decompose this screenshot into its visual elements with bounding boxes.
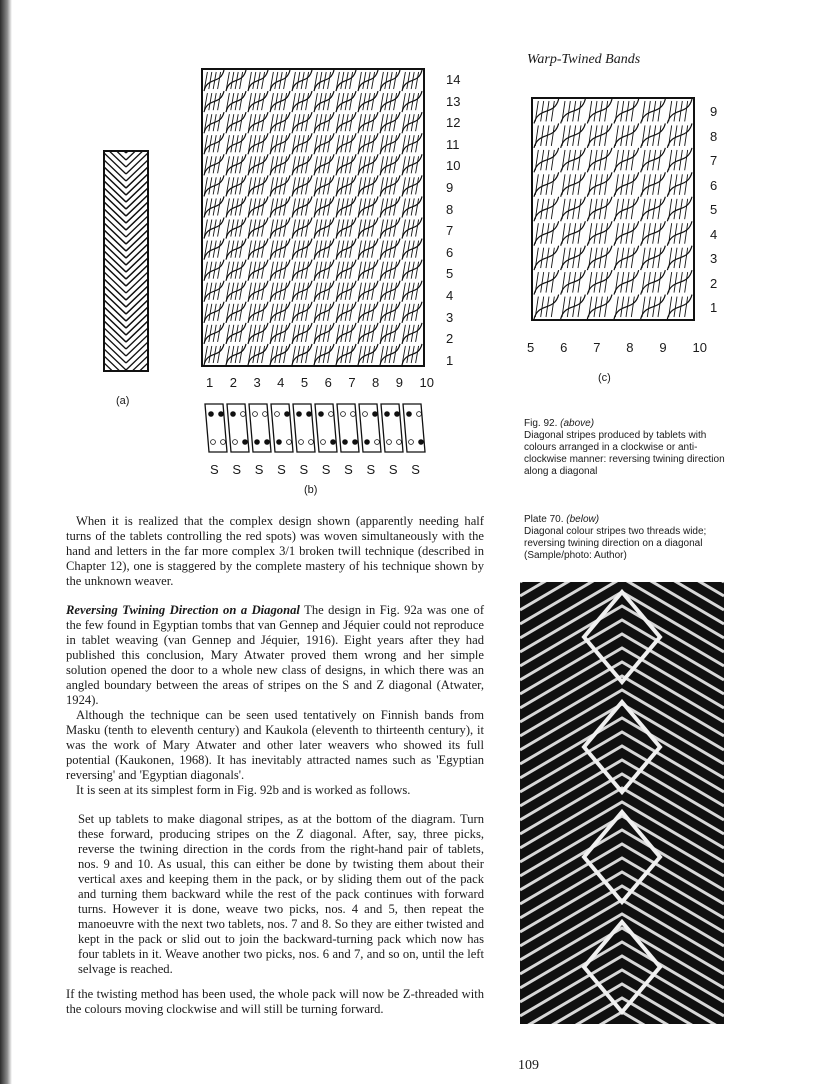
- tablet-number: 2: [229, 375, 237, 390]
- woven-stripe: [520, 662, 724, 722]
- woven-stripe: [520, 942, 724, 1002]
- hole-light: [363, 412, 368, 417]
- page-edge-shadow: [0, 0, 12, 1084]
- hole-dark: [255, 440, 260, 445]
- tablet-number: 5: [300, 375, 309, 390]
- row-number: 4: [710, 226, 718, 242]
- row-number: 5: [446, 266, 454, 282]
- threading-letter: S: [299, 462, 309, 477]
- woven-stripe: [520, 816, 724, 876]
- page-number: 109: [518, 1058, 539, 1073]
- hole-dark: [265, 440, 270, 445]
- hole-dark: [277, 440, 282, 445]
- section-heading: Reversing Twining Direction on a Diagonal: [66, 603, 300, 617]
- hole-light: [241, 412, 246, 417]
- hole-light: [321, 440, 326, 445]
- tablet-card: [271, 404, 293, 452]
- row-number: 7: [446, 223, 454, 239]
- figure-c-band: [528, 94, 700, 324]
- hole-dark: [319, 412, 324, 417]
- figure-92-caption: [524, 418, 734, 478]
- woven-stripe: [520, 844, 724, 904]
- hole-light: [299, 440, 304, 445]
- row-number: 13: [446, 93, 461, 109]
- row-number: 3: [446, 309, 454, 325]
- hole-light: [375, 440, 380, 445]
- hole-dark: [285, 412, 290, 417]
- figure-a-label: (a): [116, 395, 130, 407]
- tablet-card: [359, 404, 381, 452]
- paragraph-4: It is seen at its simplest form in Fig. 92b and is worked as follows.: [76, 783, 411, 797]
- tablet-number: 5: [527, 340, 535, 355]
- threading-letter: S: [411, 462, 420, 477]
- hole-light: [221, 440, 226, 445]
- hole-light: [341, 412, 346, 417]
- woven-stripe: [520, 582, 724, 624]
- tablet-number: 1: [206, 375, 214, 390]
- hole-dark: [385, 412, 390, 417]
- hole-dark: [419, 440, 424, 445]
- row-number: 2: [446, 331, 454, 347]
- tablet-card: [337, 404, 359, 452]
- figure-a-diagram: [103, 150, 149, 372]
- woven-stripe: [520, 956, 724, 1016]
- tablet-number: 6: [560, 340, 568, 355]
- plate-70-photo: [520, 582, 724, 1024]
- row-number: 8: [446, 201, 454, 217]
- tablet-number: 8: [372, 375, 380, 390]
- hole-light: [287, 440, 292, 445]
- threading-letter: S: [321, 462, 331, 477]
- tablet-card: [205, 404, 227, 452]
- woven-stripe: [520, 928, 724, 988]
- woven-stripe: [520, 858, 724, 918]
- hole-dark: [209, 412, 214, 417]
- row-number: 7: [710, 153, 718, 168]
- tablet-number: 4: [277, 375, 285, 390]
- hole-dark: [231, 412, 236, 417]
- figure-b-band: [198, 65, 430, 370]
- tablet-number: 9: [659, 340, 667, 355]
- hole-light: [253, 412, 258, 417]
- figure-c-row-numbers: [710, 104, 726, 325]
- paragraph-3: Although the technique can be seen used tentatively on Finnish bands from Masku (tenth to eleventh century) and Kaukola (eleventh to thirteenth century), it was the work of Mary Atwater and other later weavers who showed its full potential (Kaukonen, 1968). It has inevitably attracted names such as 'Egyptian reversing' and 'Egyptian diagonals'.: [66, 708, 484, 782]
- hole-light: [397, 440, 402, 445]
- caption-text: Diagonal stripes produced by tablets with colours arranged in a clockwise or anti-clockwise manner: reversing twining direction along a diagonal: [524, 430, 725, 477]
- woven-stripe: [520, 788, 724, 848]
- woven-stripe: [520, 718, 724, 778]
- caption-note: (above): [560, 418, 595, 429]
- woven-stripe: [520, 830, 724, 890]
- hole-light: [211, 440, 216, 445]
- hole-light: [387, 440, 392, 445]
- paragraph-6: If the twisting method has been used, the whole pack will now be Z-threaded with the colours moving clockwise and will still be turning forward.: [66, 987, 484, 1016]
- hole-dark: [407, 412, 412, 417]
- threading-letter: S: [344, 462, 353, 477]
- hole-light: [263, 412, 268, 417]
- row-number: 10: [446, 158, 461, 174]
- figure-b-label: (b): [304, 484, 318, 496]
- woven-stripe: [520, 592, 724, 652]
- tablet-card: [249, 404, 271, 452]
- row-number: 3: [710, 251, 718, 266]
- hole-dark: [395, 412, 400, 417]
- hole-light: [233, 440, 238, 445]
- row-number: 12: [446, 115, 461, 131]
- row-number: 6: [446, 244, 454, 260]
- hole-dark: [373, 412, 378, 417]
- tablet-number: 6: [324, 375, 332, 390]
- hole-dark: [331, 440, 336, 445]
- row-number: 4: [446, 287, 454, 303]
- row-number: 1: [710, 300, 718, 315]
- row-number: 8: [710, 128, 718, 144]
- hole-light: [409, 440, 414, 445]
- woven-stripe: [520, 732, 724, 792]
- hole-dark: [343, 440, 348, 445]
- figure-c-label: (c): [598, 372, 611, 384]
- row-number: 14: [446, 72, 461, 87]
- paragraph-1: When it is realized that the complex design shown (apparently needing half turns of the tablets controlling the red spots) was woven simultaneously with the hand and letters in the far more complex 3/1 broken twill technique (described in Chapter 12), one is staggered by the complete mastery of his technique shown by the unknown weaver.: [66, 514, 484, 588]
- woven-stripe: [520, 746, 724, 806]
- figure-c-tablet-numbers: [527, 340, 707, 355]
- hole-light: [275, 412, 280, 417]
- caption-note: (below): [566, 514, 600, 525]
- tablet-number: 7: [593, 340, 601, 355]
- tablet-card: [381, 404, 403, 452]
- threading-letter: S: [254, 462, 264, 477]
- woven-stripe: [520, 900, 724, 960]
- row-number: 11: [446, 136, 460, 152]
- row-number: 9: [446, 179, 454, 195]
- tablet-number: 10: [419, 375, 434, 390]
- woven-stripe: [520, 704, 724, 764]
- threading-letter: S: [277, 462, 286, 477]
- woven-stripe: [520, 984, 724, 1024]
- figure-b-threading-letters: [210, 462, 420, 477]
- woven-stripe: [520, 886, 724, 946]
- woven-stripe: [520, 620, 724, 680]
- tablet-number: 3: [253, 375, 261, 390]
- main-text-column: [66, 514, 484, 1017]
- caption-text: Diagonal colour stripes two threads wide; reversing twining direction on a diagonal (Sample/photo: Author): [524, 526, 707, 561]
- row-number: 2: [710, 275, 718, 291]
- paragraph-2: Reversing Twining Direction on a Diagonal The design in Fig. 92a was one of the few found in Egyptian tombs that van Gennep and Jéquier could not reproduce in tablet weaving (van Gennep and Jéquier, 1916). Eight years after they had published this conclusion, Mary Atwater proved them wrong and her simple solution opened the door to a whole new class of designs, in which there was an angled boundary between the areas of stripes on the S and Z diagonal (Atwater, 1924).: [66, 603, 485, 707]
- threading-letter: S: [366, 462, 376, 477]
- caption-number: Fig. 92.: [524, 418, 558, 429]
- tablet-card: [227, 404, 249, 452]
- figure-b-tablet-numbers: [206, 375, 434, 390]
- figure-b-row-numbers: [446, 72, 466, 374]
- tablet-number: 7: [348, 375, 356, 390]
- hole-light: [417, 412, 422, 417]
- tablet-card: [293, 404, 315, 452]
- hole-dark: [297, 412, 302, 417]
- row-number: 5: [710, 202, 718, 217]
- hole-dark: [365, 440, 370, 445]
- hole-dark: [353, 440, 358, 445]
- row-number: 1: [446, 352, 454, 368]
- plate-70-caption: [524, 514, 714, 562]
- figure-b-tablet-threading: [203, 400, 427, 456]
- tablet-number: 10: [692, 340, 707, 355]
- paragraph-5-indented-block: Set up tablets to make diagonal stripes, as at the bottom of the diagram. Turn these forward, producing stripes on the Z diagonal. After, say, three picks, reverse the twining direction in the cords from the right-hand pair of tablets, nos. 9 and 10. As usual, this can either be done by twisting them about their vertical axes and keeping them in the pack, or by sliding them out of the pack and turning them backward while the rest of the pack continues with forward turns. However it is done, weave two picks, nos. 4 and 5, then repeat the manoeuvre with the next two tablets, nos. 7 and 8. So they are either twisted and kept in the pack or slid out to join the backward-turning pack which now has four tablets in it. Weave another two picks, nos. 6 and 7, and so on, until the left selvage is reached.: [78, 812, 484, 976]
- threading-letter: S: [210, 462, 219, 477]
- row-number: 6: [710, 177, 718, 193]
- tablet-card: [403, 404, 425, 452]
- tablet-number: 9: [395, 375, 403, 390]
- hole-light: [351, 412, 356, 417]
- hole-light: [329, 412, 334, 417]
- tablet-number: 8: [626, 340, 634, 355]
- hole-dark: [243, 440, 248, 445]
- woven-stripe: [520, 774, 724, 834]
- hole-dark: [219, 412, 224, 417]
- caption-number: Plate 70.: [524, 514, 564, 525]
- hole-dark: [307, 412, 312, 417]
- tablet-card: [315, 404, 337, 452]
- row-number: 9: [710, 104, 718, 119]
- threading-letter: S: [232, 462, 242, 477]
- hole-light: [309, 440, 314, 445]
- running-header: Warp-Twined Bands: [527, 52, 641, 67]
- woven-stripe: [520, 606, 724, 666]
- threading-letter: S: [388, 462, 398, 477]
